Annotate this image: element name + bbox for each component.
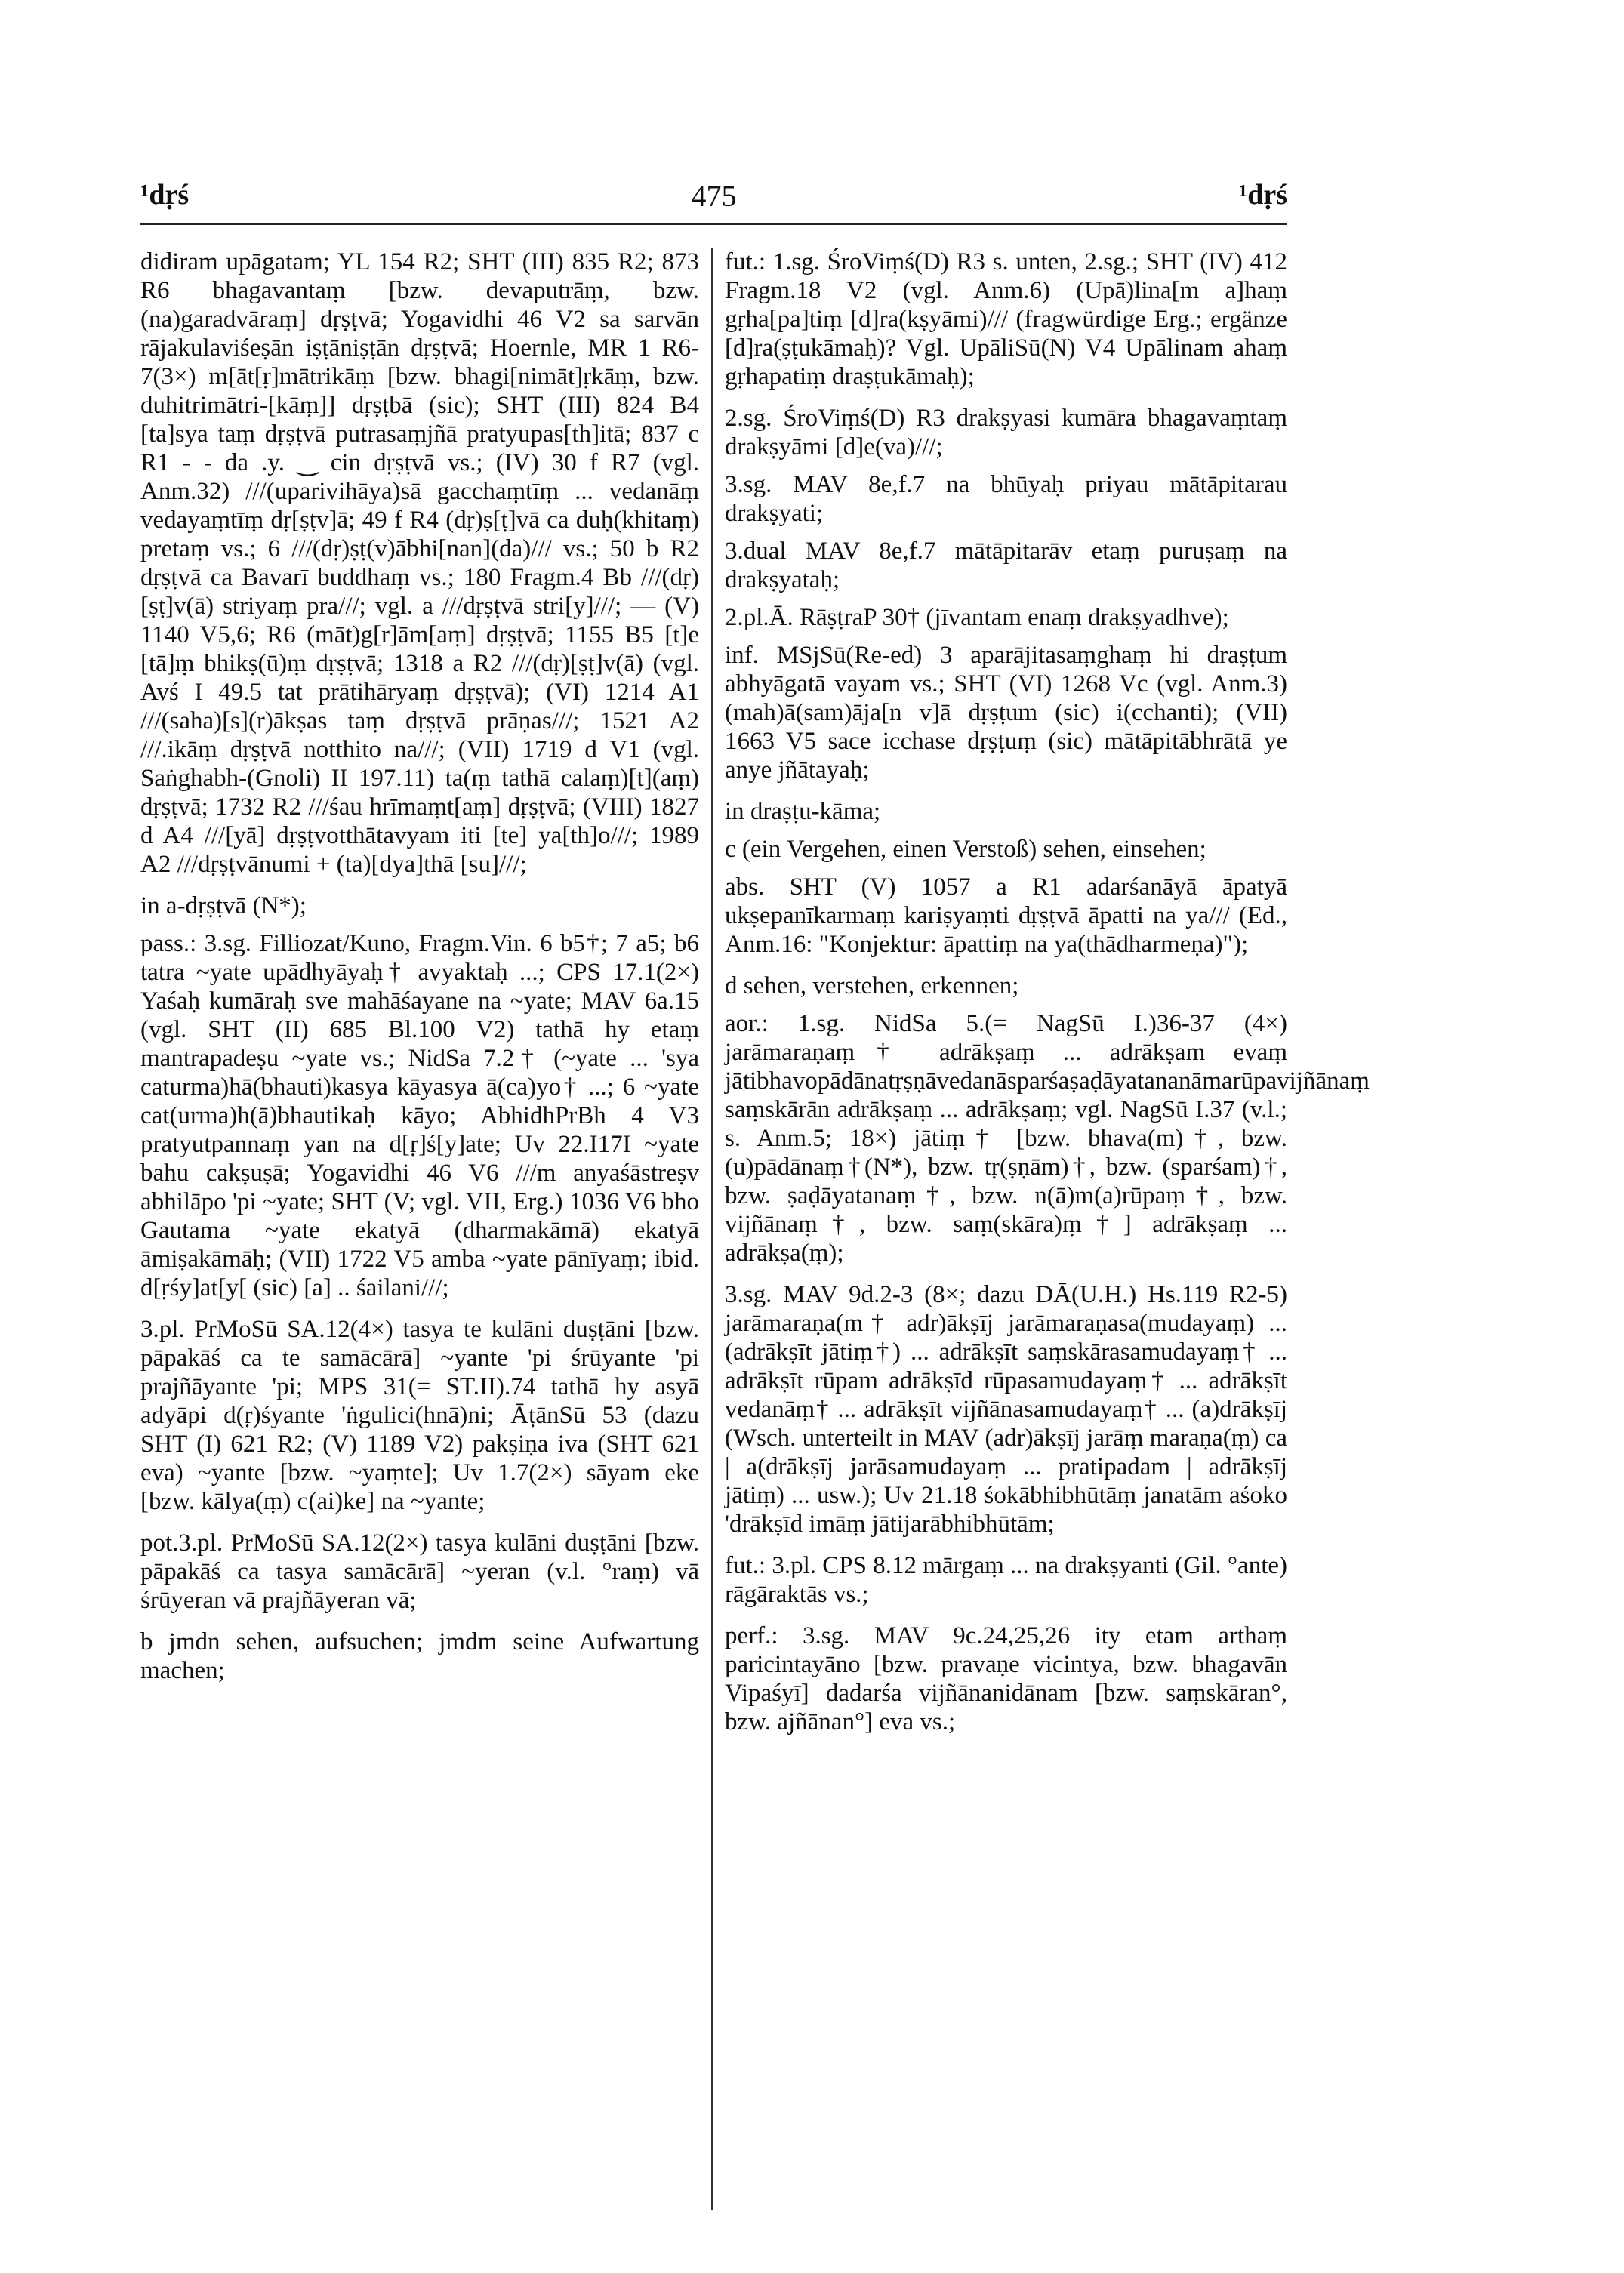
entry-paragraph: 2.pl.Ā. RāṣṭraP 30† (jīvantam enaṃ drakṣyadhve); xyxy=(725,604,1229,631)
entry-paragraph: 2.sg. ŚroViṃś(D) R3 drakṣyasi kumāra bhagavaṃtaṃ drakṣyāmi [d]e(va)///; xyxy=(725,405,1287,460)
entry-paragraph: inf. MSjSū(Re-ed) 3 aparājitasaṃghaṃ hi draṣṭum abhyāgatā vayam vs.; SHT (VI) 1268 Vc (vgl. Anm.3) (mah)ā(sam)āja[n v]ā dṛṣṭum (sic) i(cchanti); (VII) 1663 V5 sace icchase dṛṣṭuṃ (sic) mātāpitābhrātā ye anye jñātayaḥ; xyxy=(725,642,1287,784)
entry-paragraph: 3.dual MAV 8e,f.7 mātāpitarāv etaṃ puruṣaṃ na drakṣyataḥ; xyxy=(725,537,1287,593)
header-headword-left: ¹dṛś xyxy=(140,179,190,211)
header-headword-right: ¹dṛś xyxy=(1238,179,1287,211)
entry-paragraph: pass.: 3.sg. Filliozat/Kuno, Fragm.Vin. 6 b5†; 7 a5; b6 tatra ~yate upādhyāyaḥ† avyaktaḥ ...; CPS 17.1(2×) Yaśaḥ kumāraḥ sve mahāśayane na ~yate; MAV 6a.15 (vgl. SHT (II) 685 Bl.100 V2) tathā hy etaṃ mantrapadeṣu ~yate vs.; NidSa 7.2† (~yate ... 'sya caturma)hā(bhauti)kasya kāyasya ā(ca)yo† ...; 6 ~yate cat(urma)h(ā)bhautikaḥ kāyo; AbhidhPrBh 4 V3 pratyutpannaṃ yan na d[ṛ]ś[y]ate; Uv 22.I17I ~yate bahu cakṣuṣā; Yogavidhi 46 V6 ///m anyaśāstreṣv abhilāpo 'pi ~yate; SHT (V; vgl. VII, Erg.) 1036 V6 bho Gautama ~yate ekatyā (dharmakāmā) ekatyā āmiṣakāmāḥ; (VII) 1722 V5 amba ~yate pānīyaṃ; ibid. d[ṛśy]at[y[ (sic) [a] .. śailani///; xyxy=(140,930,699,1301)
entry-paragraph: d sehen, verstehen, erkennen; xyxy=(725,972,1019,999)
entry-paragraph: 3.sg. MAV 9d.2-3 (8×; dazu DĀ(U.H.) Hs.119 R2-5) jarāmaraṇa(m† adr)ākṣīj jarāmaraṇasa(mudayaṃ) ... (adrākṣīt jātiṃ†) ... adrākṣīt saṃskārasamudayaṃ† ... adrākṣīt rūpam adrākṣīd rūpasamudayaṃ† ... adrākṣīt vedanāṃ† ... adrākṣīt vijñānasamudayaṃ† ... (a)drākṣīj (Wsch. unterteilt in MAV (adr)ākṣīj jarāṃ maraṇa(ṃ) ca | a(drākṣīj jarāsamudayaṃ ... pratipadam | adrākṣīj jātiṃ) ... usw.); Uv 21.18 śokābhibhūtāṃ janatām aśoko 'drākṣīd imāṃ jātijarābhibhūtām; xyxy=(725,1281,1287,1538)
page-number: 475 xyxy=(691,179,737,213)
entry-paragraph: 3.sg. MAV 8e,f.7 na bhūyaḥ priyau mātāpitarau drakṣyati; xyxy=(725,471,1287,527)
right-column xyxy=(725,248,1370,2210)
entry-paragraph: 3.pl. PrMoSū SA.12(4×) tasya te kulāni duṣṭāni [bzw. pāpakāś ca te samācārā] ~yante 'pi śrūyante 'pi prajñāyante 'pi; MPS 31(= ST.II).74 tathā hy asyā adyāpi d(ṛ)śyante 'ṅgulici(hnā)ni; ĀṭānSū 53 (dazu SHT (I) 621 R2; (V) 1189 V2) pakṣiṇa iva (SHT 621 eva) ~yante [bzw. ~yaṃte]; Uv 1.7(2×) sāyam eke [bzw. kālya(ṃ) c(ai)ke] na ~yante; xyxy=(140,1316,699,1515)
entry-paragraph: abs. SHT (V) 1057 a R1 adarśanāyā āpatyā ukṣepanīkarmaṃ kariṣyaṃti dṛṣṭvā āpatti na ya/// (Ed., Anm.16: "Konjektur: āpattiṃ na ya(thādharmeṇa)"); xyxy=(725,873,1287,958)
entry-paragraph: pot.3.pl. PrMoSū SA.12(2×) tasya kulāni duṣṭāni [bzw. pāpakāś ca tasya samācārā] ~yeran (v.l. °raṃ) vā śrūyeran vā prajñāyeran vā; xyxy=(140,1529,699,1614)
column-divider xyxy=(711,248,713,2210)
entry-paragraph: in draṣṭu-kāma; xyxy=(725,798,881,825)
left-column xyxy=(140,248,699,2210)
entry-paragraph: b jmdn sehen, aufsuchen; jmdm seine Aufwartung machen; xyxy=(140,1628,699,1684)
entry-paragraph: perf.: 3.sg. MAV 9c.24,25,26 ity etam arthaṃ paricintayāno [bzw. pravaṇe vicintya, bzw. bhagavān Vipaśyī] dadarśa vijñānanidānam [bzw. saṃskāran°, bzw. ajñānan°] eva vs.; xyxy=(725,1622,1287,1736)
entry-paragraph: c (ein Vergehen, einen Verstoß) sehen, einsehen; xyxy=(725,836,1206,863)
running-header xyxy=(140,178,1287,225)
entry-paragraph: didiram upāgatam; YL 154 R2; SHT (III) 835 R2; 873 R6 bhagavantaṃ [bzw. devaputrāṃ, bzw. (na)garadvāraṃ] dṛṣṭvā; Yogavidhi 46 V2 sa sarvān rājakulaviśeṣān iṣṭāniṣṭān dṛṣṭvā; Hoernle, MR 1 R6-7(3×) m[āt[ṛ]mātrikāṃ [bzw. bhagi[nimāt]ṛkāṃ, bzw. duhitrimātri-[kāṃ]] dṛṣṭbā (sic); SHT (III) 824 B4 [ta]sya taṃ dṛṣṭvā putrasaṃjñā pratyupas[th]itā; 837 c R1 - - da .y. ‿ cin dṛṣṭvā vs.; (IV) 30 f R7 (vgl. Anm.32) ///(uparivihāya)sā gacchaṃtīṃ ... vedanāṃ vedayaṃtīṃ dṛ[ṣṭv]ā; 49 f R4 (dṛ)ṣ[ṭ]vā ca duḥ(khitaṃ) pretaṃ vs.; 6 ///(dṛ)ṣṭ(v)ābhi[nan](da)/// vs.; 50 b R2 dṛṣṭvā ca Bavarī buddhaṃ vs.; 180 Fragm.4 Bb ///(dṛ)[ṣṭ]v(ā) striyaṃ pra///; vgl. a ///dṛṣṭvā stri[y]///; — (V) 1140 V5,6; R6 (māt)g[r]ām[aṃ] dṛṣṭvā; 1155 B5 [t]e [tā]ṃ bhikṣ(ū)ṃ dṛṣṭvā; 1318 a R2 ///(dṛ)[ṣṭ]v(ā) (vgl. Avś I 49.5 tat prātihāryaṃ dṛṣṭvā); (VI) 1214 A1 ///(saha)[s](r)ākṣas taṃ dṛṣṭvā prāṇas///; 1521 A2 ///.ikāṃ dṛṣṭvā notthito na///; (VII) 1719 d V1 (vgl. Saṅghabh-(Gnoli) II 197.11) ta(ṃ tathā calaṃ)[t](aṃ) dṛṣṭvā; 1732 R2 ///śau hrīmaṃt[aṃ] dṛṣṭvā; (VIII) 1827 d A4 ///[yā] dṛṣṭvotthātavyam iti [te] ya[th]o///; 1989 A2 ///dṛṣṭvānumi + (ta)[dya]thā [su]///; xyxy=(140,248,699,878)
entry-paragraph: in a-dṛṣṭvā (N*); xyxy=(140,892,307,919)
entry-paragraph: fut.: 1.sg. ŚroViṃś(D) R3 s. unten, 2.sg.; SHT (IV) 412 Fragm.18 V2 (vgl. Anm.6) (Upā)lina[m a]haṃ gṛha[pa]tiṃ [d]ra(kṣyāmi)/// (fragwürdige Erg.; ergänze [d]ra(ṣṭukāmaḥ)? Vgl. UpāliSū(N) V4 Upālinam ahaṃ gṛhapatiṃ draṣṭukāmaḥ); xyxy=(725,248,1287,390)
entry-paragraph: fut.: 3.pl. CPS 8.12 mārgaṃ ... na drakṣyanti (Gil. °ante) rāgāraktās vs.; xyxy=(725,1552,1287,1608)
entry-paragraph: aor.: 1.sg. NidSa 5.(= NagSū I.)36-37 (4×) jarāmaraṇaṃ† adrākṣaṃ ... adrākṣam evaṃ jātibhavopādānatṛṣṇāvedanāsparśaṣaḍāyatananāmarūpavijñānaṃ saṃskārān adrākṣaṃ ... adrākṣaṃ; vgl. NagSū I.37 (v.l.; s. Anm.5; 18×) jātiṃ† [bzw. bhava(m)†, bzw. (u)pādānaṃ†(N*), bzw. tṛ(ṣṇām)†, bzw. (sparśam)†, bzw. ṣaḍāyatanaṃ†, bzw. n(ā)m(a)rūpaṃ†, bzw. vijñānaṃ†, bzw. saṃ(skāra)ṃ†] adrākṣaṃ ... adrākṣa(ṃ); xyxy=(725,1010,1370,1267)
